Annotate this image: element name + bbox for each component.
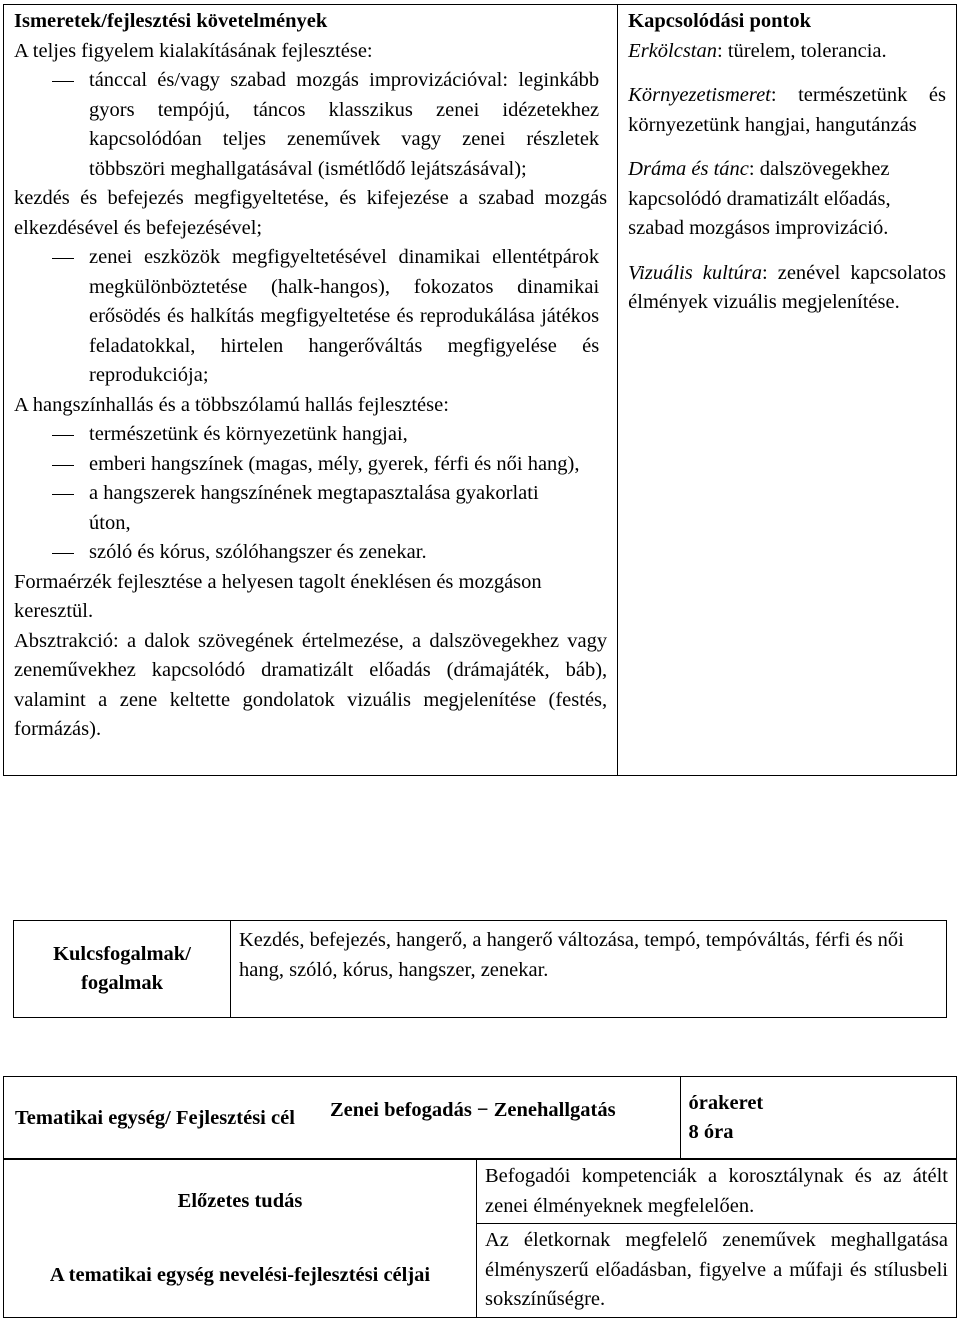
dash-item-nature-sounds	[14, 420, 607, 450]
connection-text: : zenével kapcsolatos élmények vizuális megjelenítése.	[628, 261, 946, 313]
prior-knowledge-value	[477, 1159, 956, 1224]
form-sense-para: Formaérzék fejlesztése a helyesen tagolt éneklésen és mozgáson keresztül.	[14, 570, 542, 622]
goals-value	[477, 1224, 956, 1315]
key-concepts-label: Kulcsfogalmak/ fogalmak	[14, 921, 231, 1018]
connection-visual	[628, 259, 946, 318]
key-concepts-table	[13, 920, 947, 1018]
goals-text: Az életkornak megfelelő zeneművek meghallgatása élményszerű előadásban, figyelve a műfaji és stílusbeli sokszínűségre.	[485, 1229, 948, 1310]
dash-bullet	[52, 435, 74, 436]
attention-heading: A teljes figyelem kialakításának fejlesztése:	[14, 39, 373, 62]
prior-knowledge-text: Befogadói kompetenciák a korosztálynak és az átélt zenei élményeknek megfelelően.	[485, 1165, 948, 1217]
connection-drama	[628, 155, 946, 244]
dash-item-solo-choir	[14, 538, 607, 568]
connection-text: : dalszövegekhez kapcsolódó dramatizált előadás, szabad mozgásos improvizáció.	[628, 158, 891, 239]
connection-text: : türelem, tolerancia.	[717, 39, 887, 62]
dash-item-text: szóló és kórus, szólóhangszer és zenekar.	[89, 541, 427, 563]
timbre-heading: A hangszínhallás és a többszólamú hallás fejlesztése:	[14, 393, 449, 416]
subject-name: Vizuális kultúra	[628, 261, 762, 284]
dash-item-text: tánccal és/vagy szabad mozgás improvizációval: leginkább gyors tempójú, táncos klasszikus zenei idézetekhez kapcsolódóan teljes zeneművek vagy zenei részletek többszöri meghallgatásával (ismétlődő lejátszásával);	[89, 69, 600, 180]
requirements-column	[4, 5, 618, 776]
unit-label: Tematikai egység/ Fejlesztési cél	[4, 1077, 681, 1160]
prior-knowledge-label: Előzetes tudás	[177, 1190, 303, 1212]
dash-bullet	[52, 465, 74, 466]
subject-name: Környezetismeret	[628, 84, 771, 106]
dash-item-text: emberi hangszínek (magas, mély, gyerek, férfi és női hang),	[89, 452, 580, 475]
dash-item-text: zenei eszközök megfigyeltetésével dinamikai ellentétpárok megkülönböztetése (halk-hangos), fokozatos dinamikai erősödés és halkítás megfigyeltetése és reprodukálása játékos feladatokkal, hirtelen hangerőváltás megfigyelése és reprodukciója;	[89, 246, 600, 386]
dash-item-human-voices	[14, 450, 607, 480]
connections-header: Kapcsolódási pontok	[628, 10, 812, 32]
hours-cell	[680, 1077, 957, 1160]
dash-item-dance	[14, 66, 607, 184]
connections-column	[618, 5, 957, 776]
dash-bullet	[52, 494, 74, 495]
hours-label: órakeret	[688, 1092, 764, 1114]
goals-label: A tematikai egység nevelési-fejlesztési céljai	[49, 1264, 431, 1286]
dash-item-instruments	[14, 479, 607, 538]
dash-bullet	[52, 258, 74, 259]
unit-title-text: Zenei befogadás − Zenehallgatás	[330, 1099, 616, 1121]
subject-name: Dráma és tánc	[628, 158, 749, 180]
dash-bullet	[52, 81, 74, 82]
start-end-para: kezdés és befejezés megfigyeltetése, és kifejezése a szabad mozgás elkezdésével és befejezésével;	[14, 187, 608, 239]
thematic-unit-details	[3, 1158, 957, 1318]
connection-text: : természetünk és környezetünk hangjai, hangutánzás	[628, 84, 946, 136]
connection-environment	[628, 81, 946, 140]
hours-value: 8 óra	[688, 1121, 734, 1143]
dash-bullet	[52, 553, 74, 554]
dash-item-dynamics	[14, 243, 607, 391]
requirements-table	[3, 4, 957, 776]
prior-and-goals-values	[477, 1159, 957, 1318]
connection-ethics	[628, 37, 946, 67]
prior-and-goals-labels	[4, 1159, 477, 1318]
key-concepts-value: Kezdés, befejezés, hangerő, a hangerő változása, tempó, tempóváltás, férfi és női hang, szóló, kórus, hangszer, zenekar.	[231, 921, 947, 1018]
dash-item-text: természetünk és környezetünk hangjai,	[89, 423, 408, 445]
subject-name: Erkölcstan	[628, 39, 717, 62]
abstraction-para: Absztrakció: a dalok szövegének értelmezése, a dalszövegekhez vagy zeneművekhez kapcsolódó dramatizált előadás (drámajáték, báb), valamint a zene keltette gondolatok vizuális megjelenítése (festés, formázás).	[14, 629, 608, 740]
requirements-header: Ismeretek/fejlesztési követelmények	[14, 10, 328, 32]
dash-item-text: a hangszerek hangszínének megtapasztalása gyakorlati úton,	[89, 482, 539, 534]
